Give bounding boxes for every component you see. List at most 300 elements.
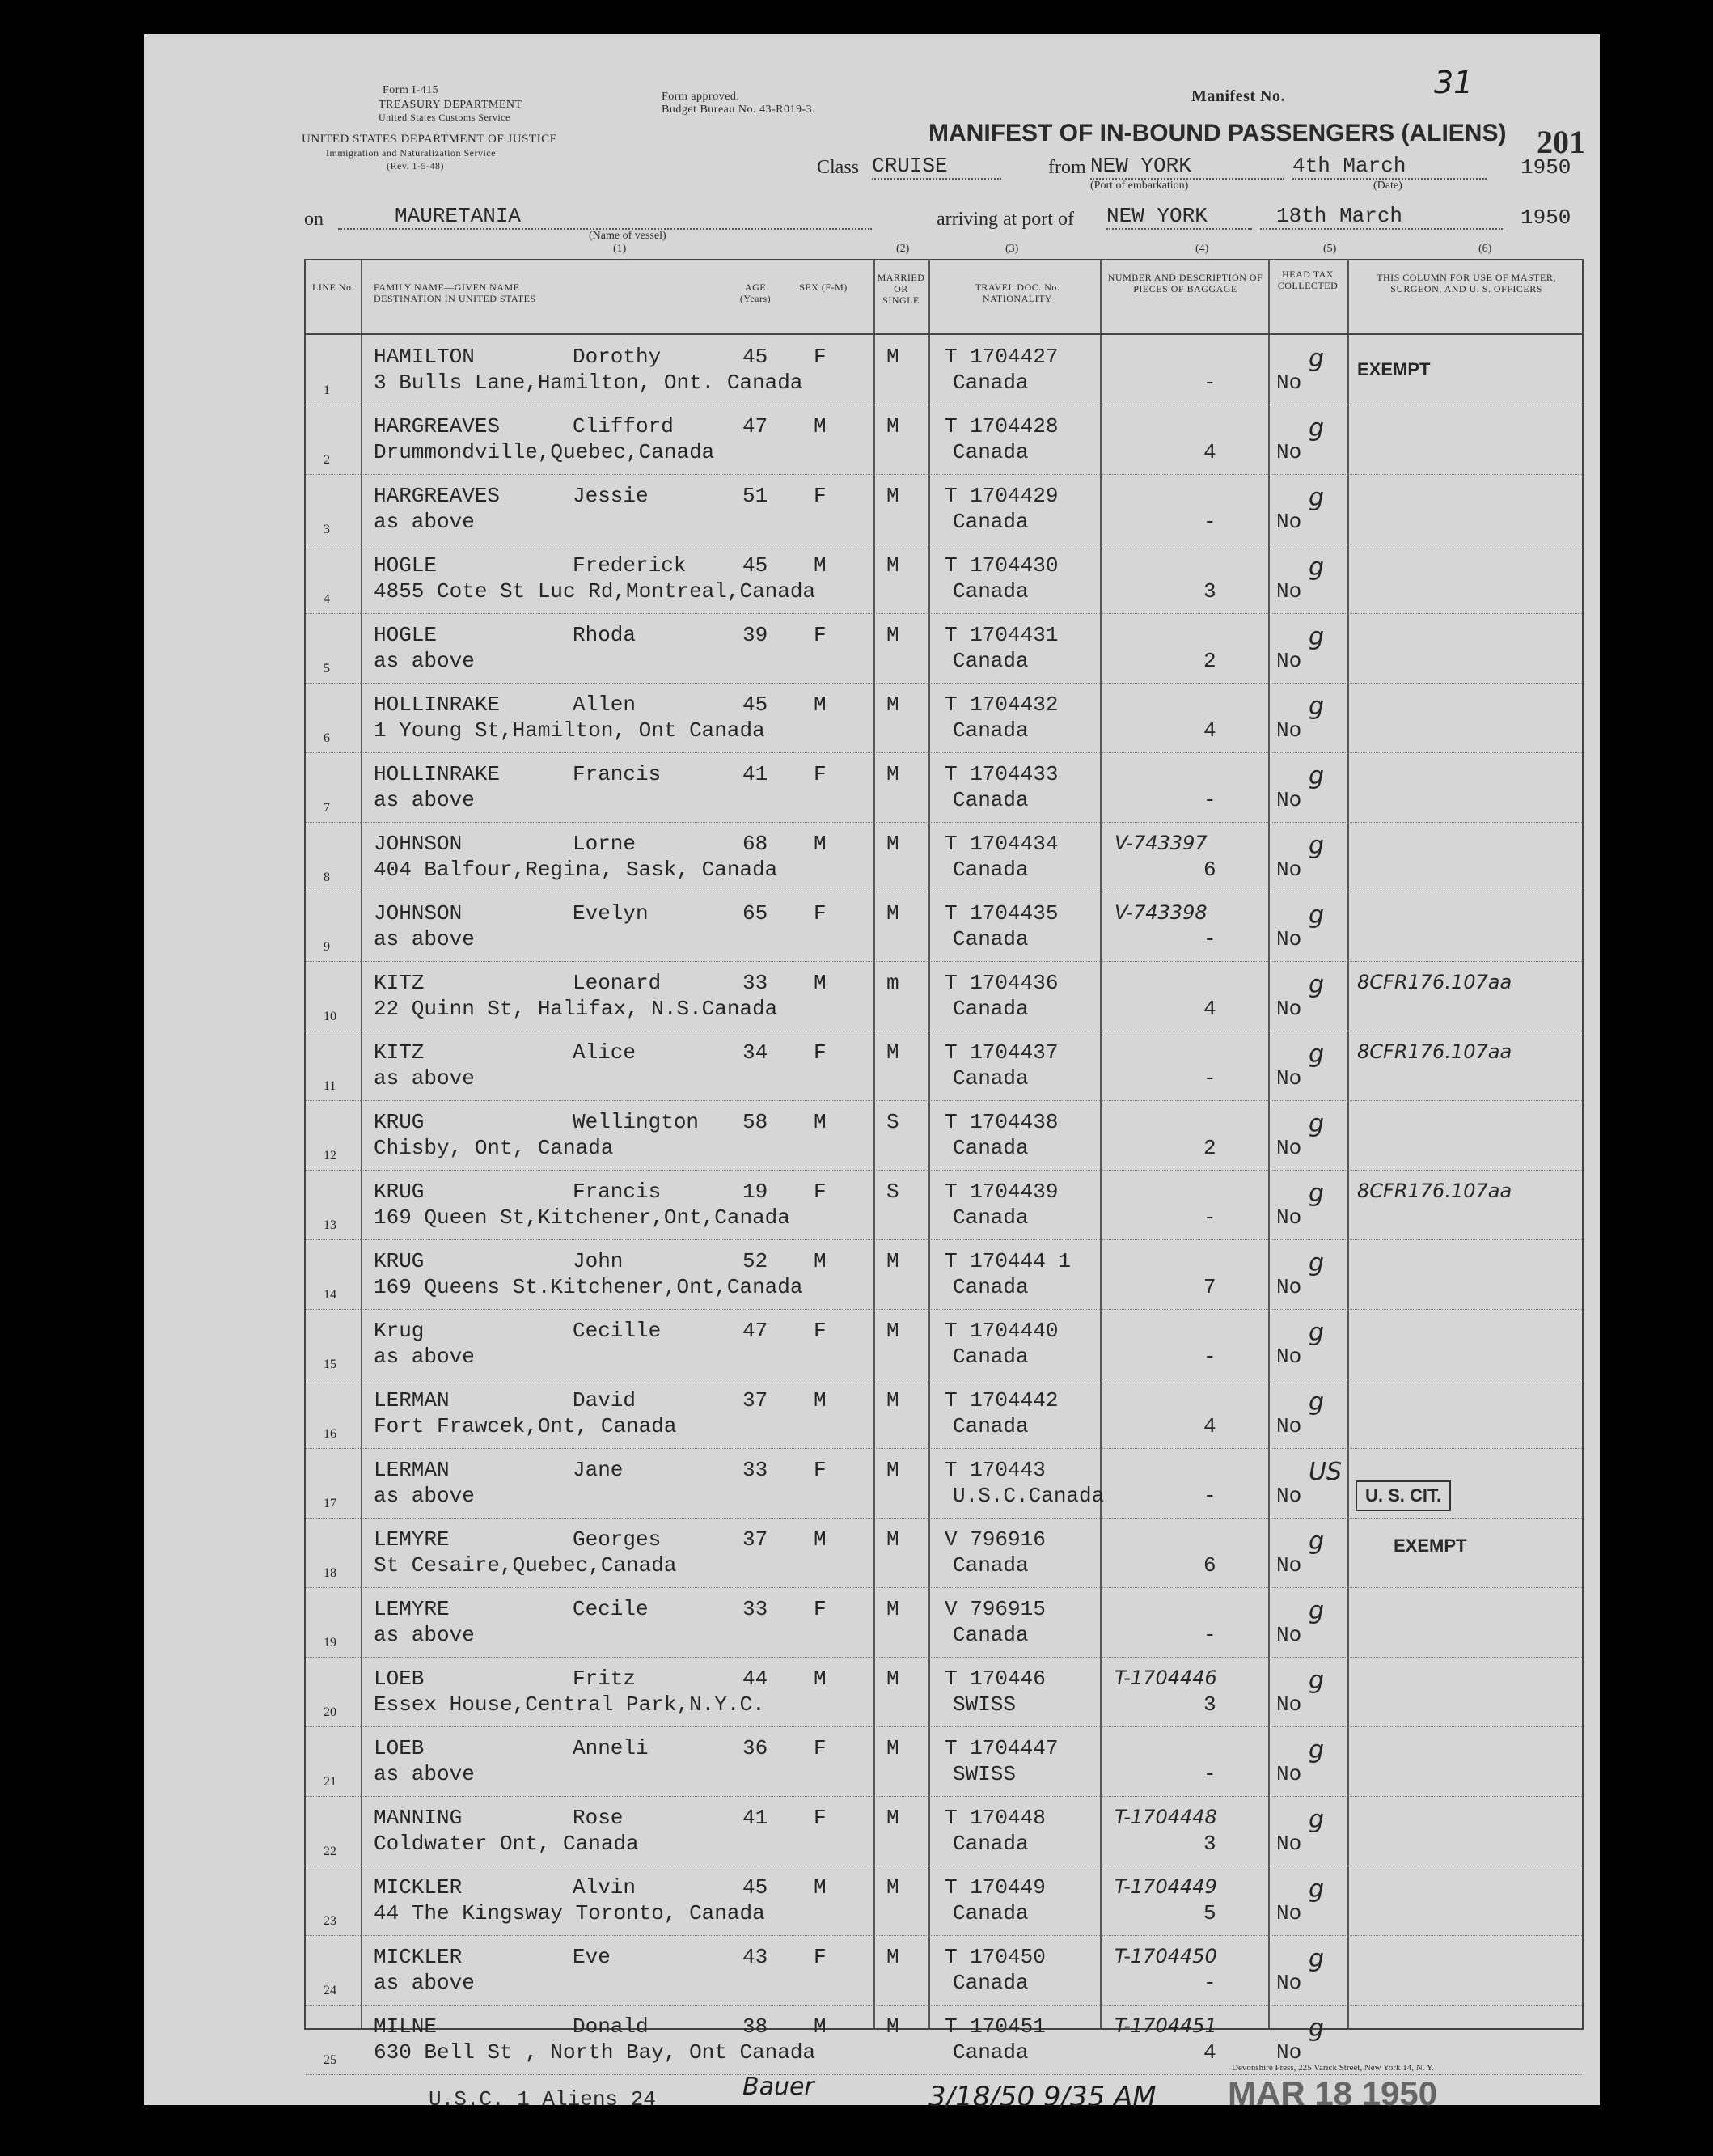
family-name: LERMAN bbox=[374, 1458, 450, 1482]
head-tax-mark: g bbox=[1309, 1597, 1325, 1625]
arrival-date: 18th March bbox=[1260, 204, 1503, 230]
travel-doc-number: T 1704433 bbox=[945, 762, 1059, 786]
travel-doc-number: T 170450 bbox=[945, 1945, 1046, 1969]
table-row bbox=[306, 1726, 1582, 1797]
sex: M bbox=[814, 1388, 827, 1413]
destination: Fort Frawcek,Ont, Canada bbox=[374, 1414, 677, 1438]
line-number: 18 bbox=[324, 1566, 336, 1580]
given-name: Lorne bbox=[573, 832, 637, 856]
baggage-count: 3 bbox=[1203, 1832, 1216, 1856]
revision: (Rev. 1-5-48) bbox=[387, 160, 445, 172]
given-name: Eve bbox=[573, 1945, 611, 1969]
age: 41 bbox=[742, 1806, 768, 1830]
age: 43 bbox=[742, 1945, 768, 1969]
marital-status: M bbox=[886, 762, 899, 786]
head-tax-mark: g bbox=[1309, 1388, 1325, 1417]
given-name: Clifford bbox=[573, 414, 674, 438]
treasury-dept: TREASURY DEPARTMENT bbox=[379, 99, 522, 111]
nationality: Canada bbox=[953, 371, 1029, 395]
table-row bbox=[306, 1866, 1582, 1936]
given-name: Cecile bbox=[573, 1597, 649, 1621]
arriving-label: arriving at port of bbox=[937, 209, 1074, 230]
given-name: Rose bbox=[573, 1806, 624, 1830]
destination: Drummondville,Quebec,Canada bbox=[374, 440, 715, 464]
sex: F bbox=[814, 1040, 827, 1065]
customs-service: United States Customs Service bbox=[379, 112, 510, 123]
head-tax-mark: g bbox=[1309, 345, 1325, 373]
given-name: David bbox=[573, 1388, 637, 1413]
officer-note: T-1704446 bbox=[1115, 1667, 1217, 1689]
travel-doc-number: V 796916 bbox=[945, 1527, 1046, 1552]
family-name: KRUG bbox=[374, 1249, 425, 1273]
officer-note: 8CFR176.107aa bbox=[1357, 1040, 1512, 1063]
travel-doc-number: T 170448 bbox=[945, 1806, 1046, 1830]
age: 33 bbox=[742, 1597, 768, 1621]
sex: F bbox=[814, 1597, 827, 1621]
line-number: 10 bbox=[324, 1010, 336, 1023]
head-tax-collected: No bbox=[1276, 1623, 1302, 1647]
sex: M bbox=[814, 693, 827, 717]
head-tax-collected: No bbox=[1276, 649, 1302, 673]
officer-note: V-743397 bbox=[1115, 832, 1208, 854]
nationality: Canada bbox=[953, 1832, 1029, 1856]
table-row bbox=[306, 752, 1582, 823]
marital-status: M bbox=[886, 1736, 899, 1760]
nationality: Canada bbox=[953, 1553, 1029, 1578]
line-number: 8 bbox=[324, 870, 330, 884]
baggage-count: 6 bbox=[1203, 1553, 1216, 1578]
age: 47 bbox=[742, 1319, 768, 1343]
head-tax-collected: No bbox=[1276, 1832, 1302, 1856]
given-name: Alice bbox=[573, 1040, 637, 1065]
table-row bbox=[306, 1587, 1582, 1658]
line-number: 16 bbox=[324, 1427, 336, 1441]
family-name: JOHNSON bbox=[374, 901, 463, 926]
line-number: 3 bbox=[324, 523, 330, 536]
line-number: 24 bbox=[324, 1984, 336, 1997]
family-name: KRUG bbox=[374, 1110, 425, 1134]
destination: Coldwater Ont, Canada bbox=[374, 1832, 639, 1856]
baggage-count: 3 bbox=[1203, 1692, 1216, 1717]
nationality: Canada bbox=[953, 1623, 1029, 1647]
family-name: LOEB bbox=[374, 1736, 425, 1760]
baggage-count: - bbox=[1203, 510, 1216, 534]
nationality: Canada bbox=[953, 997, 1029, 1021]
baggage-count: - bbox=[1203, 1623, 1216, 1647]
age: 44 bbox=[742, 1667, 768, 1691]
marital-status: M bbox=[886, 2014, 899, 2039]
baggage-count: 4 bbox=[1203, 440, 1216, 464]
given-name: Leonard bbox=[573, 971, 662, 995]
head-tax-collected: No bbox=[1276, 927, 1302, 951]
line-number: 11 bbox=[324, 1079, 336, 1093]
arrival-year: 1950 bbox=[1521, 205, 1571, 230]
arrival-port: NEW YORK bbox=[1106, 204, 1252, 230]
nationality: Canada bbox=[953, 1275, 1029, 1299]
baggage-count: - bbox=[1203, 371, 1216, 395]
travel-doc-number: T 1704436 bbox=[945, 971, 1059, 995]
given-name: Rhoda bbox=[573, 623, 637, 647]
marital-status: M bbox=[886, 1527, 899, 1552]
family-name: KRUG bbox=[374, 1180, 425, 1204]
given-name: Dorothy bbox=[573, 345, 662, 369]
sex: M bbox=[814, 1667, 827, 1691]
head-tax-mark: g bbox=[1309, 553, 1325, 582]
header-officers: THIS COLUMN FOR USE OF MASTER, SURGEON, AND U. S. OFFICERS bbox=[1377, 272, 1556, 294]
officer-note: V-743398 bbox=[1115, 901, 1208, 924]
table-row bbox=[306, 544, 1582, 614]
head-tax-collected: No bbox=[1276, 1205, 1302, 1230]
travel-doc-number: T 1704447 bbox=[945, 1736, 1059, 1760]
table-row bbox=[306, 1657, 1582, 1727]
nationality: Canada bbox=[953, 1345, 1029, 1369]
family-name: MICKLER bbox=[374, 1945, 463, 1969]
head-tax-mark: g bbox=[1309, 1736, 1325, 1764]
head-tax-mark: g bbox=[1309, 484, 1325, 512]
header-head-tax: HEAD TAX COLLECTED bbox=[1277, 269, 1339, 291]
column-5-number: (5) bbox=[1323, 243, 1337, 255]
given-name: John bbox=[573, 1249, 624, 1273]
family-name: JOHNSON bbox=[374, 832, 463, 856]
travel-doc-number: T 1704430 bbox=[945, 553, 1059, 578]
destination: as above bbox=[374, 1484, 475, 1508]
sex: M bbox=[814, 1249, 827, 1273]
family-name: HOGLE bbox=[374, 553, 438, 578]
age: 45 bbox=[742, 553, 768, 578]
sex: F bbox=[814, 345, 827, 369]
destination: as above bbox=[374, 1066, 475, 1091]
officer-note: T-1704450 bbox=[1115, 1945, 1217, 1968]
table-row bbox=[306, 683, 1582, 753]
nationality: Canada bbox=[953, 579, 1029, 604]
table-row bbox=[306, 335, 1582, 405]
baggage-count: - bbox=[1203, 1066, 1216, 1091]
destination: Chisby, Ont, Canada bbox=[374, 1136, 614, 1160]
travel-doc-number: T 1704428 bbox=[945, 414, 1059, 438]
table-row bbox=[306, 613, 1582, 684]
age: 45 bbox=[742, 345, 768, 369]
line-number: 23 bbox=[324, 1914, 336, 1928]
class-value: CRUISE bbox=[872, 154, 1001, 180]
head-tax-collected: No bbox=[1276, 1275, 1302, 1299]
baggage-count: 5 bbox=[1203, 1901, 1216, 1925]
destination: Essex House,Central Park,N.Y.C. bbox=[374, 1692, 765, 1717]
sex: M bbox=[814, 553, 827, 578]
head-tax-mark: g bbox=[1309, 1875, 1325, 1904]
baggage-count: 4 bbox=[1203, 2040, 1216, 2065]
family-name: KITZ bbox=[374, 1040, 425, 1065]
sex: F bbox=[814, 1458, 827, 1482]
header-age: AGE (Years) bbox=[739, 282, 772, 304]
sex: F bbox=[814, 623, 827, 647]
head-tax-mark: g bbox=[1309, 623, 1325, 651]
line-number: 17 bbox=[324, 1497, 336, 1510]
age: 36 bbox=[742, 1736, 768, 1760]
marital-status: M bbox=[886, 901, 899, 926]
departure-date: 4th March bbox=[1292, 154, 1487, 180]
justice-dept: UNITED STATES DEPARTMENT OF JUSTICE bbox=[302, 133, 558, 146]
travel-doc-number: T 1704432 bbox=[945, 693, 1059, 717]
age: 33 bbox=[742, 971, 768, 995]
sex: F bbox=[814, 1945, 827, 1969]
travel-doc-number: T 1704439 bbox=[945, 1180, 1059, 1204]
head-tax-collected: No bbox=[1276, 371, 1302, 395]
baggage-count: 4 bbox=[1203, 1414, 1216, 1438]
manifest-no-label: Manifest No. bbox=[1191, 87, 1285, 105]
destination: as above bbox=[374, 1971, 475, 1995]
family-name: HOGLE bbox=[374, 623, 438, 647]
destination: as above bbox=[374, 510, 475, 534]
baggage-count: - bbox=[1203, 1205, 1216, 1230]
nationality: Canada bbox=[953, 649, 1029, 673]
age: 65 bbox=[742, 901, 768, 926]
date-stamp: MAR 18 1950 bbox=[1228, 2074, 1438, 2112]
head-tax-mark: g bbox=[1309, 693, 1325, 721]
age: 19 bbox=[742, 1180, 768, 1204]
travel-doc-number: T 170446 bbox=[945, 1667, 1046, 1691]
baggage-count: - bbox=[1203, 927, 1216, 951]
sex: M bbox=[814, 971, 827, 995]
form-number: Form I-415 bbox=[383, 84, 439, 96]
head-tax-collected: No bbox=[1276, 1484, 1302, 1508]
marital-status: M bbox=[886, 1806, 899, 1830]
head-tax-collected: No bbox=[1276, 2040, 1302, 2065]
destination: 4855 Cote St Luc Rd,Montreal,Canada bbox=[374, 579, 816, 604]
marital-status: M bbox=[886, 1667, 899, 1691]
nationality: SWISS bbox=[953, 1692, 1017, 1717]
head-tax-mark: g bbox=[1309, 2014, 1325, 2043]
head-tax-mark: g bbox=[1309, 762, 1325, 790]
baggage-count: 2 bbox=[1203, 1136, 1216, 1160]
head-tax-collected: No bbox=[1276, 858, 1302, 882]
column-3-number: (3) bbox=[1005, 243, 1019, 255]
head-tax-mark: g bbox=[1309, 1249, 1325, 1277]
family-name: KITZ bbox=[374, 971, 425, 995]
nationality: Canada bbox=[953, 1066, 1029, 1091]
destination: 1 Young St,Hamilton, Ont Canada bbox=[374, 718, 765, 743]
line-number: 1 bbox=[324, 383, 330, 397]
officer-note: EXEMPT bbox=[1357, 359, 1431, 379]
exempt-stamp: EXEMPT bbox=[1394, 1535, 1467, 1556]
line-number: 6 bbox=[324, 731, 330, 745]
destination: 3 Bulls Lane,Hamilton, Ont. Canada bbox=[374, 371, 803, 395]
age: 37 bbox=[742, 1527, 768, 1552]
head-tax-mark: g bbox=[1309, 1667, 1325, 1695]
baggage-count: 2 bbox=[1203, 649, 1216, 673]
destination: St Cesaire,Quebec,Canada bbox=[374, 1553, 677, 1578]
head-tax-collected: No bbox=[1276, 1901, 1302, 1925]
manifest-no-value: 31 bbox=[1434, 65, 1474, 100]
line-number: 9 bbox=[324, 940, 330, 954]
head-tax-collected: No bbox=[1276, 1345, 1302, 1369]
marital-status: M bbox=[886, 1875, 899, 1900]
given-name: Evelyn bbox=[573, 901, 649, 926]
age: 38 bbox=[742, 2014, 768, 2039]
passenger-table bbox=[304, 259, 1584, 2067]
date-note: (Date) bbox=[1373, 180, 1402, 192]
head-tax-collected: No bbox=[1276, 1971, 1302, 1995]
nationality: Canada bbox=[953, 927, 1029, 951]
family-name: HARGREAVES bbox=[374, 414, 501, 438]
line-number: 19 bbox=[324, 1636, 336, 1650]
head-tax-mark: g bbox=[1309, 1180, 1325, 1208]
nationality: Canada bbox=[953, 1971, 1029, 1995]
age: 68 bbox=[742, 832, 768, 856]
age: 33 bbox=[742, 1458, 768, 1482]
destination: as above bbox=[374, 788, 475, 812]
table-row bbox=[306, 405, 1582, 475]
marital-status: M bbox=[886, 1597, 899, 1621]
given-name: Allen bbox=[573, 693, 637, 717]
line-number: 5 bbox=[324, 662, 330, 676]
marital-status: M bbox=[886, 414, 899, 438]
age: 52 bbox=[742, 1249, 768, 1273]
destination: 169 Queen St,Kitchener,Ont,Canada bbox=[374, 1205, 790, 1230]
line-number: 22 bbox=[324, 1845, 336, 1858]
marital-status: S bbox=[886, 1110, 899, 1134]
marital-status: M bbox=[886, 693, 899, 717]
line-number: 4 bbox=[324, 592, 330, 606]
manifest-title: MANIFEST OF IN-BOUND PASSENGERS (ALIENS) bbox=[928, 120, 1507, 146]
marital-status: S bbox=[886, 1180, 899, 1204]
head-tax-collected: No bbox=[1276, 1553, 1302, 1578]
family-name: HARGREAVES bbox=[374, 484, 501, 508]
destination: as above bbox=[374, 1345, 475, 1369]
column-4-number: (4) bbox=[1195, 243, 1209, 255]
ins-service: Immigration and Naturalization Service bbox=[326, 147, 496, 159]
nationality: U.S.C.Canada bbox=[953, 1484, 1105, 1508]
age: 45 bbox=[742, 693, 768, 717]
marital-status: M bbox=[886, 1040, 899, 1065]
on-label: on bbox=[304, 209, 324, 230]
age: 41 bbox=[742, 762, 768, 786]
family-name: HOLLINRAKE bbox=[374, 762, 501, 786]
head-tax-mark: g bbox=[1309, 1110, 1325, 1138]
line-number: 13 bbox=[324, 1218, 336, 1232]
nationality: SWISS bbox=[953, 1762, 1017, 1786]
given-name: Alvin bbox=[573, 1875, 637, 1900]
given-name: Georges bbox=[573, 1527, 662, 1552]
officer-note: T-1704451 bbox=[1115, 2014, 1217, 2037]
table-row bbox=[306, 1935, 1582, 2006]
marital-status: M bbox=[886, 484, 899, 508]
line-number: 21 bbox=[324, 1775, 336, 1789]
family-name: LOEB bbox=[374, 1667, 425, 1691]
family-name: MANNING bbox=[374, 1806, 463, 1830]
nationality: Canada bbox=[953, 1901, 1029, 1925]
marital-status: M bbox=[886, 1319, 899, 1343]
head-tax-collected: No bbox=[1276, 1066, 1302, 1091]
table-row bbox=[306, 961, 1582, 1031]
travel-doc-number: T 1704440 bbox=[945, 1319, 1059, 1343]
budget-bureau: Budget Bureau No. 43-R019-3. bbox=[662, 104, 816, 116]
given-name: Cecille bbox=[573, 1319, 662, 1343]
head-tax-mark: g bbox=[1309, 414, 1325, 443]
page-number: 201 bbox=[1537, 124, 1585, 160]
head-tax-collected: No bbox=[1276, 1692, 1302, 1717]
head-tax-collected: No bbox=[1276, 440, 1302, 464]
header-travel-doc: TRAVEL DOC. No. NATIONALITY bbox=[975, 282, 1060, 304]
baggage-count: - bbox=[1203, 1971, 1216, 1995]
given-name: Anneli bbox=[573, 1736, 649, 1760]
sex: M bbox=[814, 1527, 827, 1552]
nationality: Canada bbox=[953, 440, 1029, 464]
from-label: from bbox=[1048, 157, 1086, 178]
nationality: Canada bbox=[953, 2040, 1029, 2065]
nationality: Canada bbox=[953, 788, 1029, 812]
nationality: Canada bbox=[953, 1205, 1029, 1230]
travel-doc-number: T 170449 bbox=[945, 1875, 1046, 1900]
line-number: 20 bbox=[324, 1705, 336, 1719]
travel-doc-number: T 170451 bbox=[945, 2014, 1046, 2039]
age: 45 bbox=[742, 1875, 768, 1900]
column-2-number: (2) bbox=[896, 243, 910, 255]
head-tax-collected: No bbox=[1276, 718, 1302, 743]
age: 58 bbox=[742, 1110, 768, 1134]
travel-doc-number: V 796915 bbox=[945, 1597, 1046, 1621]
table-row bbox=[306, 474, 1582, 544]
from-value: NEW YORK bbox=[1090, 154, 1284, 180]
marital-status: M bbox=[886, 1458, 899, 1482]
marital-status: M bbox=[886, 1388, 899, 1413]
travel-doc-number: T 1704427 bbox=[945, 345, 1059, 369]
baggage-count: - bbox=[1203, 1345, 1216, 1369]
head-tax-collected: No bbox=[1276, 579, 1302, 604]
nationality: Canada bbox=[953, 858, 1029, 882]
family-name: Krug bbox=[374, 1319, 425, 1343]
given-name: Jane bbox=[573, 1458, 624, 1482]
head-tax-collected: No bbox=[1276, 1414, 1302, 1438]
table-row bbox=[306, 1170, 1582, 1240]
sex: M bbox=[814, 832, 827, 856]
alien-summary: U.S.C. 1 Aliens 24 bbox=[429, 2087, 656, 2112]
travel-doc-number: T 1704429 bbox=[945, 484, 1059, 508]
destination: 404 Balfour,Regina, Sask, Canada bbox=[374, 858, 778, 882]
baggage-count: 6 bbox=[1203, 858, 1216, 882]
given-name: Francis bbox=[573, 762, 662, 786]
nationality: Canada bbox=[953, 1136, 1029, 1160]
travel-doc-number: T 1704437 bbox=[945, 1040, 1059, 1065]
column-1-number: (1) bbox=[613, 243, 627, 255]
table-row bbox=[306, 1100, 1582, 1171]
nationality: Canada bbox=[953, 510, 1029, 534]
family-name: HOLLINRAKE bbox=[374, 693, 501, 717]
destination: as above bbox=[374, 927, 475, 951]
travel-doc-number: T 170443 bbox=[945, 1458, 1046, 1482]
line-number: 15 bbox=[324, 1358, 336, 1371]
head-tax-collected: No bbox=[1276, 1762, 1302, 1786]
line-number: 25 bbox=[324, 2053, 336, 2067]
column-6-number: (6) bbox=[1478, 243, 1492, 255]
head-tax-mark: g bbox=[1309, 832, 1325, 860]
marital-status: m bbox=[886, 971, 899, 995]
baggage-count: - bbox=[1203, 1762, 1216, 1786]
class-label: Class bbox=[817, 157, 860, 178]
embark-note: (Port of embarkation) bbox=[1090, 180, 1189, 192]
age: 37 bbox=[742, 1388, 768, 1413]
family-name: MILNE bbox=[374, 2014, 438, 2039]
baggage-count: - bbox=[1203, 1484, 1216, 1508]
travel-doc-number: T 1704438 bbox=[945, 1110, 1059, 1134]
sex: F bbox=[814, 1806, 827, 1830]
sex: M bbox=[814, 2014, 827, 2039]
given-name: Fritz bbox=[573, 1667, 637, 1691]
family-name: LERMAN bbox=[374, 1388, 450, 1413]
inspector-signature: Bauer bbox=[742, 2073, 814, 2101]
marital-status: M bbox=[886, 623, 899, 647]
table-row bbox=[306, 1796, 1582, 1866]
baggage-count: - bbox=[1203, 788, 1216, 812]
